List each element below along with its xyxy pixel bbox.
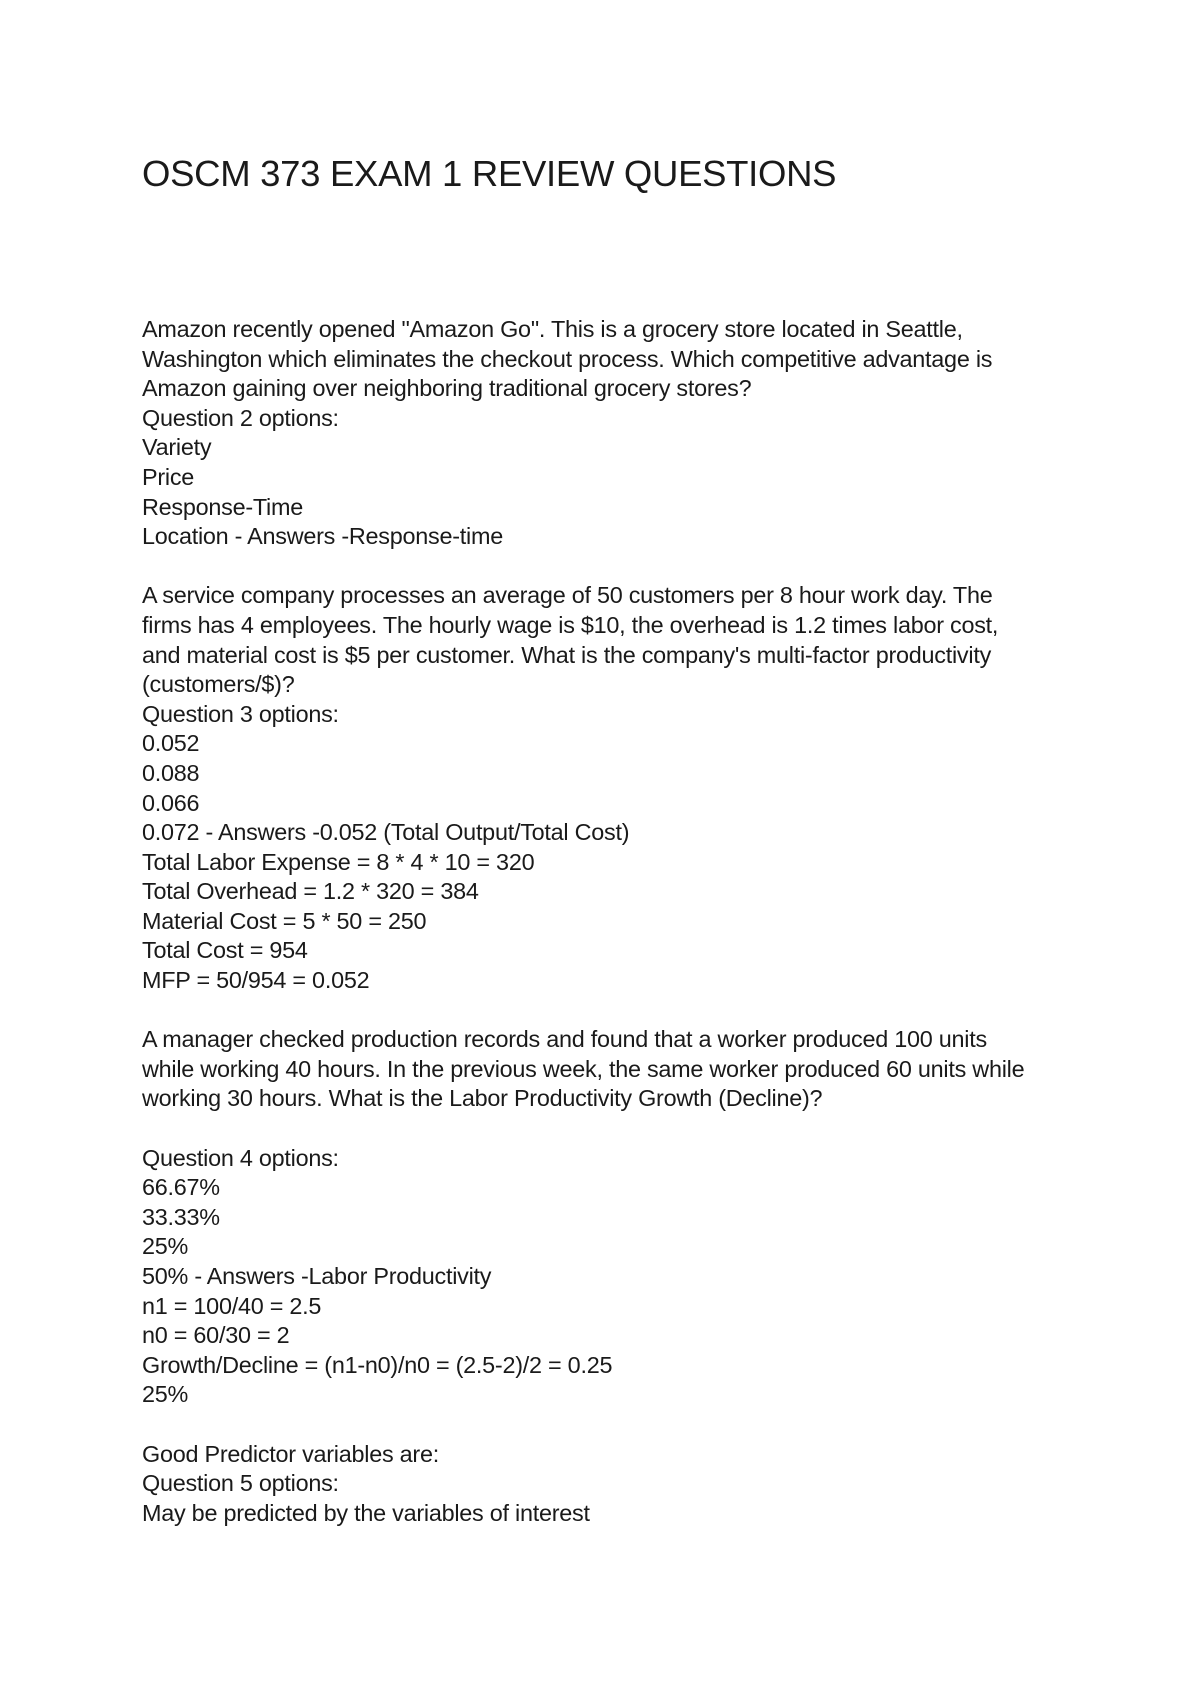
options-heading: Question 3 options: [142, 700, 339, 727]
option-line: 33.33% [142, 1203, 220, 1230]
question-block-3 [142, 581, 1122, 995]
option-line: Price [142, 463, 195, 490]
option-line: 66.67% [142, 1174, 220, 1201]
option-line: May be predicted by the variables of interest [142, 1499, 590, 1526]
calculation-line: n1 = 100/40 = 2.5 [142, 1292, 322, 1319]
question-text-line: (customers/$)? [142, 671, 295, 698]
question-text-line: Amazon gaining over neighboring traditional grocery stores? [142, 375, 752, 402]
answer-line: 0.072 - Answers -0.052 (Total Output/Total Cost) [142, 819, 630, 846]
options-heading: Question 5 options: [142, 1470, 339, 1497]
question-block-4 [142, 1025, 1122, 1410]
answer-line: Location - Answers -Response-time [142, 523, 503, 550]
option-line: 0.052 [142, 730, 200, 757]
question-text-line: Amazon recently opened "Amazon Go". This is a grocery store located in Seattle, [142, 316, 963, 342]
calculation-line: Total Overhead = 1.2 * 320 = 384 [142, 878, 479, 905]
question-block-5 [142, 1440, 1122, 1529]
calculation-line: MFP = 50/954 = 0.052 [142, 967, 370, 994]
question-text-line: and material cost is $5 per customer. What is the company's multi-factor productivity [142, 641, 992, 668]
options-heading: Question 2 options: [142, 404, 339, 431]
answer-line: 50% - Answers -Labor Productivity [142, 1263, 492, 1289]
question-text-line: Good Predictor variables are: [142, 1440, 439, 1467]
calculation-line: Total Cost = 954 [142, 937, 308, 964]
option-line: 0.066 [142, 789, 200, 816]
option-line: 0.088 [142, 759, 200, 786]
question-text-line: A service company processes an average of 50 customers per 8 hour work day. The [142, 582, 993, 609]
question-block-2 [142, 315, 1122, 552]
calculation-line: n0 = 60/30 = 2 [142, 1322, 290, 1349]
calculation-line: Material Cost = 5 * 50 = 250 [142, 907, 427, 934]
document-title: OSCM 373 EXAM 1 REVIEW QUESTIONS [142, 153, 837, 194]
options-heading: Question 4 options: [142, 1144, 339, 1171]
calculation-line: 25% [142, 1381, 189, 1408]
calculation-line: Total Labor Expense = 8 * 4 * 10 = 320 [142, 848, 535, 875]
option-line: Variety [142, 434, 212, 461]
option-line: 25% [142, 1233, 189, 1260]
question-text-line: Washington which eliminates the checkout process. Which competitive advantage is [142, 345, 993, 372]
question-text-line: while working 40 hours. In the previous week, the same worker produced 60 units while [142, 1055, 1025, 1082]
blank-line [142, 1114, 1122, 1144]
question-text-line: A manager checked production records and found that a worker produced 100 units [142, 1026, 987, 1053]
option-line: Response-Time [142, 493, 303, 520]
question-text-line: working 30 hours. What is the Labor Productivity Growth (Decline)? [142, 1085, 823, 1112]
document-body [142, 315, 1122, 1558]
document-page [142, 0, 1122, 1700]
calculation-line: Growth/Decline = (n1-n0)/n0 = (2.5-2)/2 = 0.25 [142, 1351, 613, 1378]
question-text-line: firms has 4 employees. The hourly wage is $10, the overhead is 1.2 times labor cost, [142, 611, 999, 638]
